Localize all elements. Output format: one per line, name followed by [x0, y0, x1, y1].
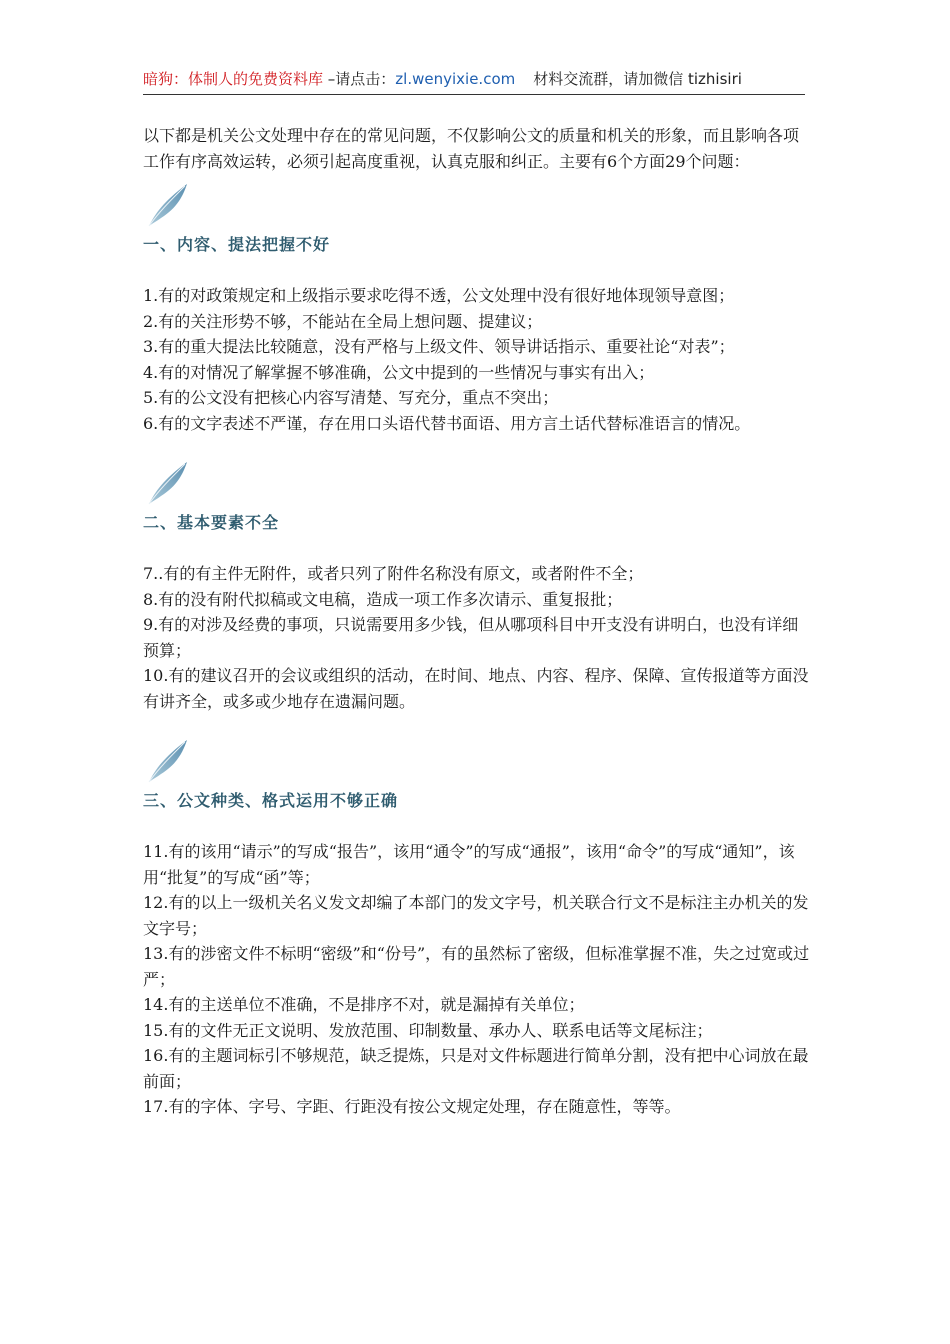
- section-2: [143, 458, 813, 714]
- section-title: 一、内容、提法把握不好: [143, 235, 331, 254]
- feather-icon: [143, 180, 193, 230]
- list-item: 9.有的对涉及经费的事项，只说需要用多少钱，但从哪项科目中开支没有讲明白，也没有详细预算；: [143, 615, 799, 660]
- list-item: 14.有的主送单位不准确，不是排序不对，就是漏掉有关单位；: [143, 995, 585, 1014]
- page-header: [143, 68, 805, 95]
- list-item: 13.有的涉密文件不标明“密级”和“份号”，有的虽然标了密级，但标准掌握不准，失之过宽或过严；: [143, 944, 810, 989]
- header-link-url[interactable]: zl.wenyixie.com: [395, 70, 516, 88]
- list-item: 4.有的对情况了解掌握不够准确，公文中提到的一些情况与事实有出入；: [143, 362, 655, 382]
- intro-paragraph: 以下都是机关公文处理中存在的常见问题，不仅影响公文的质量和机关的形象，而且影响各项工作有序高效运转，必须引起高度重视，认真克服和纠正。主要有6个方面29个问题：: [143, 126, 800, 171]
- list-item: 7..有的有主件无附件，或者只列了附件名称没有原文，或者附件不全；: [143, 564, 644, 583]
- list-item: 1.有的对政策规定和上级指示要求吃得不透，公文处理中没有很好地体现领导意图；: [143, 286, 735, 305]
- list-item: 17.有的字体、字号、字距、行距没有按公文规定处理，存在随意性，等等。: [143, 1097, 681, 1116]
- list-item: 2.有的关注形势不够，不能站在全局上想问题、提建议；: [143, 311, 543, 331]
- list-item: 3.有的重大提法比较随意，没有严格与上级文件、领导讲话指示、重要社论“对表”；: [143, 337, 735, 356]
- list-item: 12.有的以上一级机关名义发文却编了本部门的发文字号，机关联合行文不是标注主办机关的发文字号；: [143, 893, 809, 938]
- header-link-prompt: –请点击：: [323, 70, 396, 88]
- section-title: 二、基本要素不全: [143, 513, 280, 532]
- list-item: 11.有的该用“请示”的写成“报告”，该用“通令”的写成“通报”，该用“命令”的写成“通知”，该用“批复”的写成“函”等；: [143, 842, 795, 887]
- feather-icon: [143, 736, 193, 786]
- list-item: 16.有的主题词标引不够规范，缺乏提炼，只是对文件标题进行简单分割，没有把中心词放在最前面；: [143, 1046, 809, 1091]
- section-1: [143, 180, 813, 436]
- list-item: 10.有的建议召开的会议或组织的活动，在时间、地点、内容、程序、保障、宣传报道等方面没有讲齐全，或多或少地存在遗漏问题。: [143, 666, 809, 711]
- section-title: 三、公文种类、格式运用不够正确: [143, 791, 399, 810]
- document-body: [143, 123, 813, 1142]
- list-item: 8.有的没有附代拟稿或文电稿，造成一项工作多次请示、重复报批；: [143, 589, 623, 609]
- list-item: 15.有的文件无正文说明、发放范围、印制数量、承办人、联系电话等文尾标注；: [143, 1020, 713, 1040]
- header-contact: 材料交流群，请加微信 tizhisiri: [533, 70, 742, 88]
- list-item: 6.有的文字表述不严谨，存在用口头语代替书面语、用方言土话代替标准语言的情况。: [143, 413, 751, 433]
- section-3: [143, 736, 813, 1120]
- sections-container: [143, 180, 813, 1120]
- list-item: 5.有的公文没有把核心内容写清楚、写充分，重点不突出；: [143, 388, 559, 407]
- header-site-name[interactable]: 暗狗：体制人的免费资料库: [143, 70, 324, 88]
- feather-icon: [143, 458, 193, 508]
